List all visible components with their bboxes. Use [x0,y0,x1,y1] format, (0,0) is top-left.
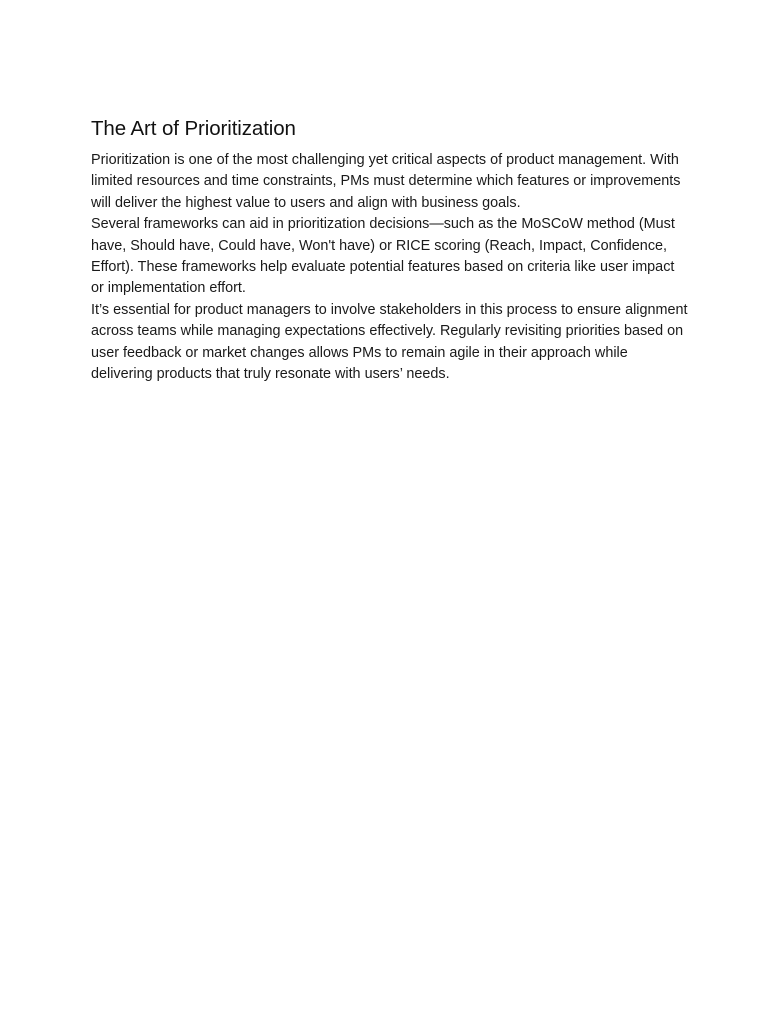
paragraph-intro: Prioritization is one of the most challenging yet critical aspects of product management. With limited resources and time constraints, PMs must determine which features or improvements will deliver the highest value to users and align with business goals. [91,152,681,211]
document-title: The Art of Prioritization [91,117,296,140]
paragraph-frameworks: Several frameworks can aid in prioritization decisions—such as the MoSCoW method (Must have, Should have, Could have, Won't have) or RICE scoring (Reach, Impact, Confidence, Effort). These frameworks help evaluate potential features based on criteria like user impact or implementation effort. [91,216,675,297]
document-body [91,115,691,385]
paragraph-stakeholders: It’s essential for product managers to involve stakeholders in this process to ensure alignment across teams while managing expectations effectively. Regularly revisiting priorities based on user feedback or market changes allows PMs to remain agile in their approach while delivering products that truly resonate with users’ needs. [91,301,688,383]
